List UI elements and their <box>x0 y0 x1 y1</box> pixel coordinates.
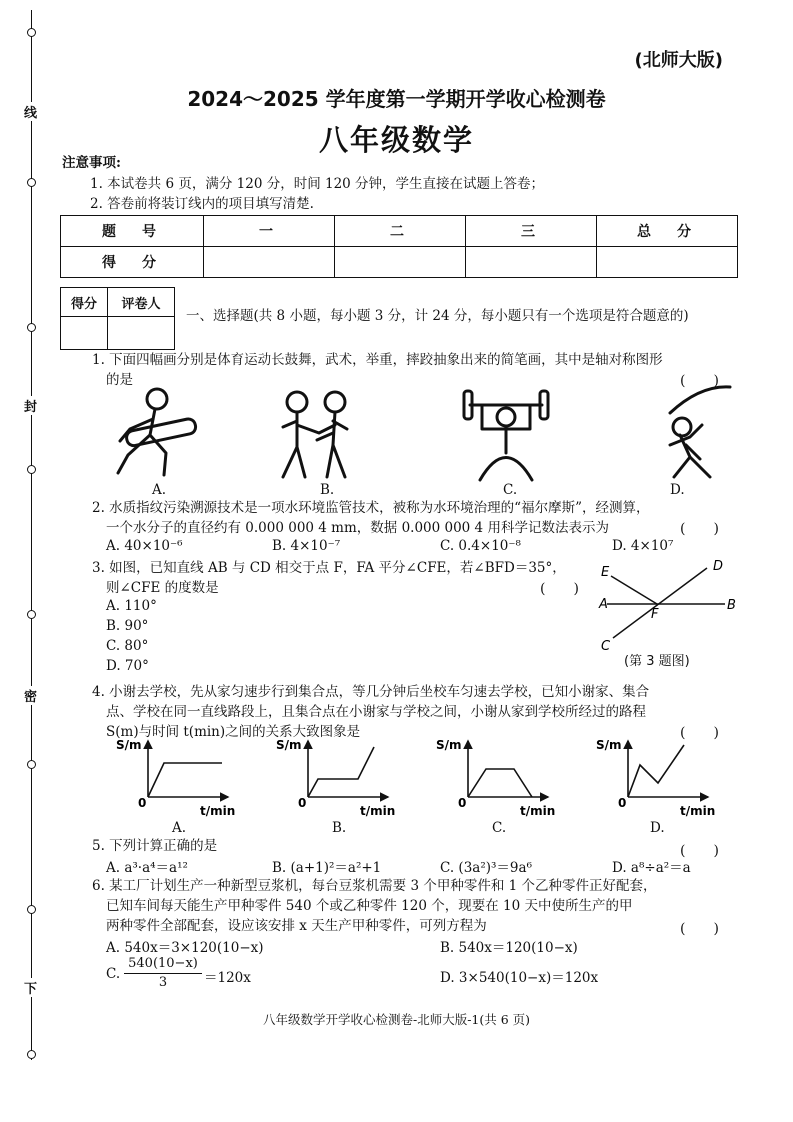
graph-a <box>148 741 228 797</box>
question-1-text: 的是 <box>106 372 133 388</box>
q2-option-d: D. 4×10⁷ <box>612 538 674 554</box>
binding-hole <box>27 178 36 187</box>
graph-c-y-label: S/m <box>436 738 462 752</box>
weightlifting-figure-icon <box>464 391 548 480</box>
q1-option-c: C. <box>503 482 518 498</box>
q6-option-c-denominator: 3 <box>158 975 168 990</box>
point-c-label: C <box>601 639 611 654</box>
question-4-text: 4. 小谢去学校，先从家匀速步行到集合点，等几分钟后坐校车匀速去学校，已知小谢家、集合 <box>92 684 650 700</box>
q4-graphs <box>108 735 748 820</box>
binding-hole <box>27 323 36 332</box>
q1-option-b: B. <box>320 482 335 498</box>
q3-figure <box>595 558 745 658</box>
score-header-part2: 二 <box>335 216 466 247</box>
q2-option-a: A. 40×10⁻⁶ <box>106 538 183 554</box>
q5-option-c: C. (3a²)³＝9a⁶ <box>440 860 532 876</box>
note-item: 2. 答卷前将装订线内的项目填写清楚. <box>90 196 314 212</box>
graph-b-x-label: t/min <box>360 804 396 818</box>
binding-label-below: 下 <box>24 978 37 997</box>
q4-option-c: C. <box>492 820 507 836</box>
score-header-part1: 一 <box>204 216 335 247</box>
section-title: 一、选择题(共 8 小题，每小题 3 分，计 24 分，每小题只有一个选项是符合题意的) <box>186 308 689 324</box>
binding-label-seal: 封 <box>24 396 37 415</box>
binding-label-line: 线 <box>24 102 37 121</box>
point-a-label: A <box>599 597 608 612</box>
graph-d-origin: 0 <box>618 796 627 810</box>
question-1-text: 1. 下面四幅画分别是体育运动长鼓舞，武术，举重，摔跤抽象出来的简笔画，其中是轴对称图形 <box>92 352 663 368</box>
q5-option-b: B. (a+1)²＝a²+1 <box>272 860 382 876</box>
q4-option-a: A. <box>172 820 187 836</box>
graph-a-y-label: S/m <box>116 738 142 752</box>
answer-paren[interactable]: ( ) <box>680 373 719 389</box>
q3-figure-caption: (第 3 题图) <box>624 654 690 669</box>
binding-margin <box>0 0 50 1122</box>
binding-hole <box>27 610 36 619</box>
score-cell[interactable] <box>466 247 597 278</box>
q1-option-d: D. <box>670 482 685 498</box>
note-item: 1. 本试卷共 6 页，满分 120 分，时间 120 分钟，学生直接在试题上答卷； <box>90 176 545 192</box>
q6-option-c-numerator: 540(10−x) <box>124 955 202 974</box>
q6-option-c-rhs: ＝120x <box>204 970 251 986</box>
graph-d-x-label: t/min <box>680 804 716 818</box>
q2-option-c: C. 0.4×10⁻⁸ <box>440 538 521 554</box>
grader-name-cell[interactable] <box>108 317 175 350</box>
graph-b-origin: 0 <box>298 796 307 810</box>
binding-label-secret: 密 <box>24 686 37 705</box>
question-3-text: 则∠CFE 的度数是 <box>106 580 219 596</box>
exam-title: 2024～2025 学年度第一学期开学收心检测卷 <box>187 87 606 111</box>
score-row-label: 得 分 <box>61 247 204 278</box>
score-cell[interactable] <box>204 247 335 278</box>
graph-c-x-label: t/min <box>520 804 556 818</box>
question-6-text: 已知车间每天能生产甲种零件 540 个或乙种零件 120 个，现要在 10 天中使所生产的甲 <box>106 898 633 914</box>
point-b-label: B <box>727 598 736 613</box>
q3-option-c: C. 80° <box>106 638 149 654</box>
q3-option-a: A. 110° <box>106 598 157 614</box>
score-table <box>60 215 738 278</box>
answer-paren[interactable]: ( ) <box>540 581 579 597</box>
q3-option-b: B. 90° <box>106 618 149 634</box>
binding-hole <box>27 465 36 474</box>
q1-figures <box>100 385 740 490</box>
martial-arts-figure-icon <box>283 392 347 477</box>
page-footer: 八年级数学开学收心检测卷-北师大版-1(共 6 页) <box>262 1012 531 1027</box>
answer-paren[interactable]: ( ) <box>680 921 719 937</box>
grader-box <box>60 287 175 350</box>
binding-hole <box>27 905 36 914</box>
graph-d-y-label: S/m <box>596 738 622 752</box>
score-header-part3: 三 <box>466 216 597 247</box>
graph-b <box>308 741 388 797</box>
point-e-label: E <box>601 565 610 580</box>
graph-c <box>468 741 548 797</box>
q5-option-a: A. a³·a⁴＝a¹² <box>106 860 188 876</box>
score-header-total: 总 分 <box>597 216 738 247</box>
q6-option-a: A. 540x＝3×120(10−x) <box>106 940 264 956</box>
grader-name-label: 评卷人 <box>108 288 175 317</box>
binding-hole <box>27 1050 36 1059</box>
q6-option-c-prefix: C. <box>106 966 121 982</box>
graph-b-y-label: S/m <box>276 738 302 752</box>
graph-a-origin: 0 <box>138 796 147 810</box>
wrestling-figure-icon <box>670 387 730 477</box>
q4-option-b: B. <box>332 820 347 836</box>
point-f-label: F <box>651 607 659 622</box>
graph-a-x-label: t/min <box>200 804 236 818</box>
q4-option-d: D. <box>650 820 665 836</box>
dance-figure-icon <box>118 389 197 475</box>
subject-title: 八年级数学 <box>318 123 474 157</box>
question-2-text: 一个水分子的直径约有 0.000 000 4 mm，数据 0.000 000 4 用科学记数法表示为 <box>106 520 609 536</box>
q2-option-b: B. 4×10⁻⁷ <box>272 538 341 554</box>
grader-score-cell[interactable] <box>61 317 108 350</box>
score-cell[interactable] <box>597 247 738 278</box>
graph-d <box>628 741 708 797</box>
notes-heading: 注意事项: <box>62 155 121 171</box>
point-d-label: D <box>713 559 724 574</box>
binding-hole <box>27 28 36 37</box>
answer-paren[interactable]: ( ) <box>680 521 719 537</box>
question-6-text: 6. 某工厂计划生产一种新型豆浆机，每台豆浆机需要 3 个甲种零件和 1 个乙种零件正好配套， <box>92 878 657 894</box>
score-header-question: 题 号 <box>61 216 204 247</box>
grader-score-label: 得分 <box>61 288 108 317</box>
question-4-text: S(m)与时间 t(min)之间的关系大致图象是 <box>106 724 361 740</box>
edition-label: (北师大版) <box>634 50 723 71</box>
q5-option-d: D. a⁸÷a²＝a <box>612 860 691 876</box>
graph-c-origin: 0 <box>458 796 467 810</box>
question-6-text: 两种零件全部配套，设应该安排 x 天生产甲种零件，可列方程为 <box>106 918 487 934</box>
binding-hole <box>27 760 36 769</box>
q6-option-b: B. 540x＝120(10−x) <box>440 940 578 956</box>
answer-paren[interactable]: ( ) <box>680 843 719 859</box>
question-5-text: 5. 下列计算正确的是 <box>92 838 218 854</box>
score-cell[interactable] <box>335 247 466 278</box>
q1-option-a: A. <box>152 482 167 498</box>
answer-paren[interactable]: ( ) <box>680 725 719 741</box>
question-2-text: 2. 水质指纹污染溯源技术是一项水环境监管技术，被称为水环境治理的“福尔摩斯”，经测算， <box>92 500 650 516</box>
question-3-text: 3. 如图，已知直线 AB 与 CD 相交于点 F，FA 平分∠CFE，若∠BFD＝35°， <box>92 560 566 576</box>
q6-option-d: D. 3×540(10−x)＝120x <box>440 970 599 986</box>
question-4-text: 点、学校在同一直线路段上，且集合点在小谢家与学校之间，小谢从家到学校所经过的路程 <box>106 704 646 720</box>
binding-line <box>31 10 32 1060</box>
q3-option-d: D. 70° <box>106 658 149 674</box>
